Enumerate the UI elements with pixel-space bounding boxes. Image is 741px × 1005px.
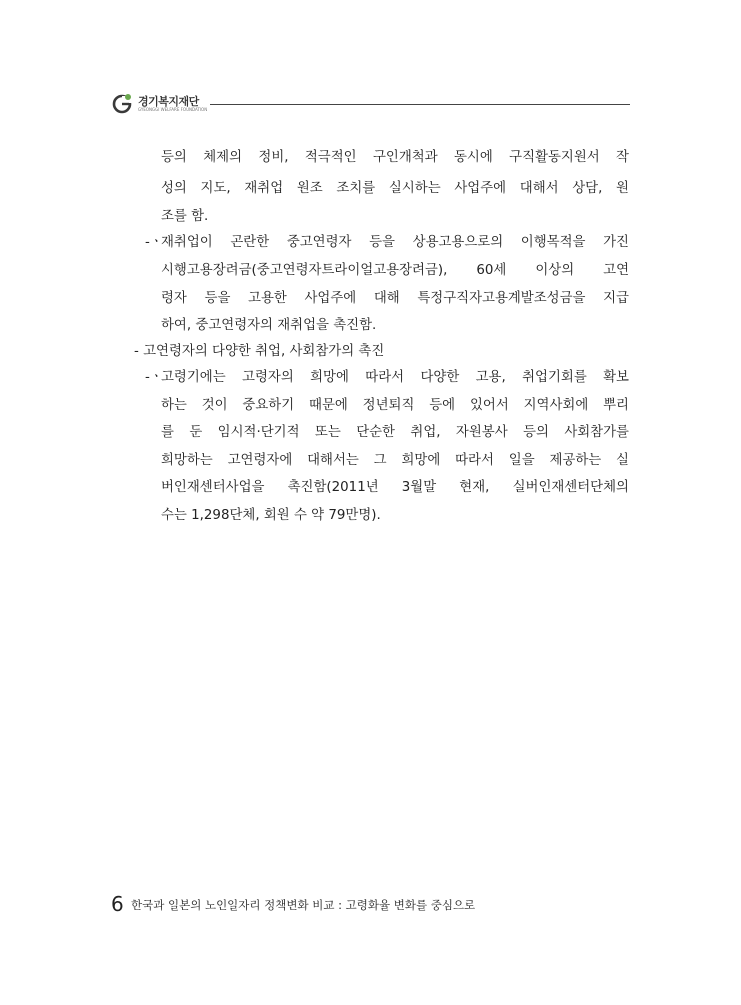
page-number: 6 [111, 892, 124, 916]
foundation-logo-icon [112, 92, 134, 114]
logo-subtitle: GYEONGGI WELFARE FOUNDATION [138, 107, 208, 112]
page-header [112, 88, 630, 122]
text-line: 령자 등을 고용한 사업주에 대해 특정구직자고용계발조성금을 지급 [161, 291, 629, 306]
text-line: 고령기에는 고령자의 희망에 따라서 다양한 고용, 취업기회를 확보 [161, 370, 629, 385]
header-rule [210, 104, 630, 105]
text-line: 를 둔 임시적·단기적 또는 단순한 취업, 자원봉사 등의 사회참가를 [161, 425, 629, 440]
text-line: 조를 함. [161, 209, 209, 224]
bullet-marker: -ㆍ [145, 235, 163, 250]
text-line: 성의 지도, 재취업 원조 조치를 실시하는 사업주에 대해서 상담, 원 [161, 181, 629, 196]
logo-text: 경기복지재단 [138, 95, 199, 108]
section-heading: - 고연령자의 다양한 취업, 사회참가의 촉진 [134, 344, 385, 359]
text-line: 버인재센터사업을 촉진함(2011년 3월말 현재, 실버인재센터단체의 [161, 480, 629, 495]
text-line: 시행고용장려금(중고연령자트라이얼고용장려금), 60세 이상의 고연 [161, 263, 629, 278]
text-line: 하는 것이 중요하기 때문에 정년퇴직 등에 있어서 지역사회에 뿌리 [161, 398, 629, 413]
text-line: 재취업이 곤란한 중고연령자 등을 상용고용으로의 이행목적을 가진 [161, 235, 629, 250]
footer-title: 한국과 일본의 노인일자리 정책변화 비교 : 고령화율 변화를 중심으로 [131, 898, 476, 912]
text-line: 희망하는 고연령자에 대해서는 그 희망에 따라서 일을 제공하는 실 [161, 453, 629, 468]
text-line: 하여, 중고연령자의 재취업을 촉진함. [161, 318, 377, 333]
text-line: 등의 체제의 정비, 적극적인 구인개척과 동시에 구직활동지원서 작 [161, 150, 629, 165]
bullet-marker: -ㆍ [145, 370, 163, 385]
text-line: 수는 1,298단체, 회원 수 약 79만명). [161, 508, 381, 523]
